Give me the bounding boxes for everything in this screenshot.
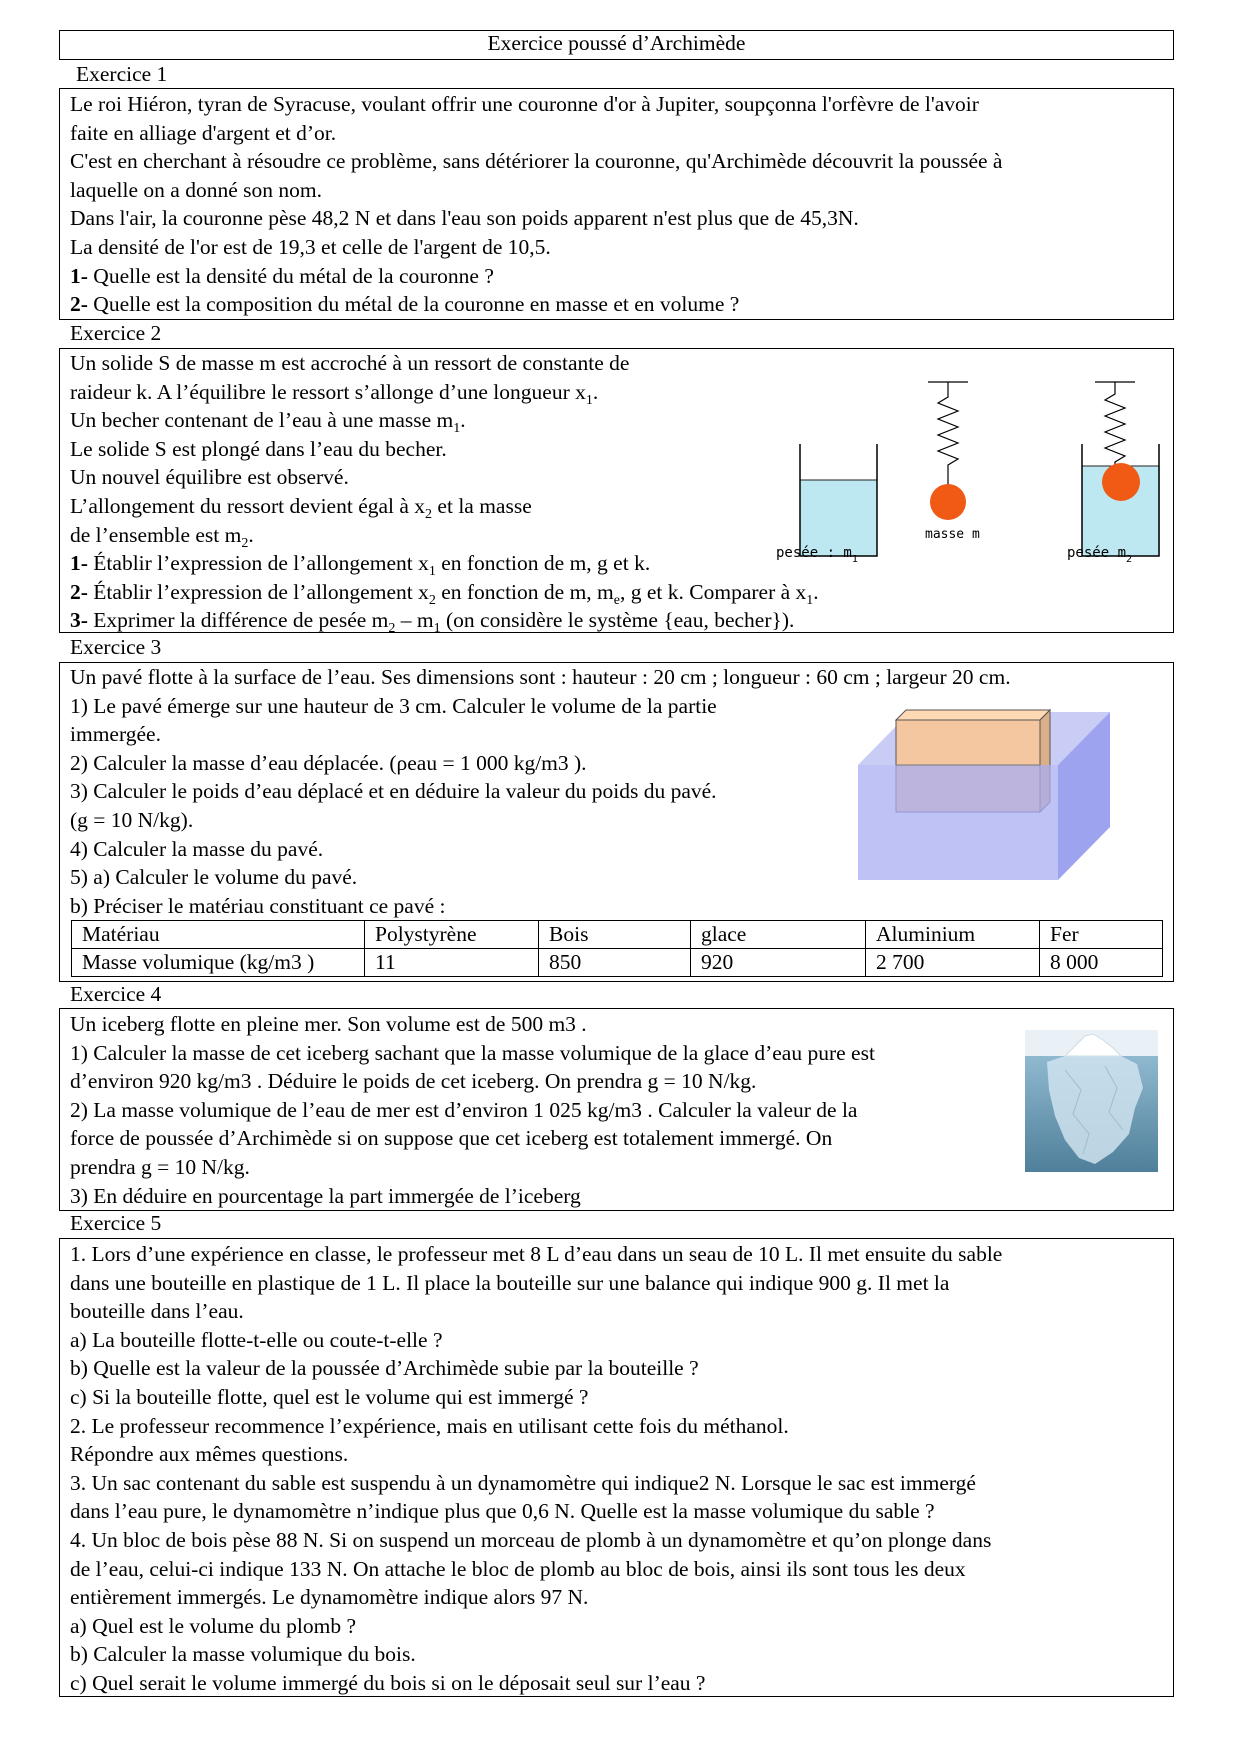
table-cell: 2 700 [866, 949, 1040, 977]
tank-front [858, 765, 1058, 880]
table-cell: 850 [539, 949, 691, 977]
exercise-1-text [70, 90, 1002, 319]
floating-block-figure [858, 682, 1113, 882]
ex2-question-3: 3- Exprimer la différence de pesée $m_2 - m_1$ (on considère le système {eau, becher}). [70, 608, 795, 637]
exercise-1-label: Exercice 1 [76, 62, 168, 86]
table-cell: Polystyrène [365, 921, 539, 949]
beaker-1 [800, 444, 877, 556]
mass-ball [1102, 463, 1140, 501]
ex1-line: laquelle on a donné son nom. [70, 177, 322, 202]
table-cell: Bois [539, 921, 691, 949]
ex2-question-1: 1- Établir l’expression de l’allongement $x_1$ en fonction de m, g et k. [70, 551, 651, 580]
table-cell: 920 [691, 949, 866, 977]
ex2-question-2: 2- Établir l’expression de l’allongement $x_2$ en fonction de m, $m_e$, g et k. Comparer à $x_1$. [70, 579, 819, 608]
spring-with-mass [928, 382, 968, 520]
table-cell: Matériau [72, 921, 365, 949]
table-cell: Fer [1040, 921, 1163, 949]
table-cell: Masse volumique (kg/m3 ) [72, 949, 365, 977]
ex1-line: C'est en cherchant à résoudre ce problème, sans détériorer la couronne, qu'Archimède découvrit la poussée à [70, 149, 1003, 174]
page-title: Exercice poussé d’Archimède [487, 31, 746, 55]
table-row [72, 949, 1163, 977]
question-number: 1- [70, 263, 88, 288]
table-cell: 11 [365, 949, 539, 977]
table-header-row [72, 921, 1163, 949]
exercise-3-text: Un pavé flotte à la surface de l’eau. Ses dimensions sont : hauteur : 20 cm ; longueur : 60 cm ; largeur 20 cm. 1) Le pavé émerge sur une hauteur de 3 cm. Calculer le volume de la partie immergée. 2) Calculer la masse d’eau déplacée. (ρeau = 1 000 kg/m3 ). 3) Calculer le poids d’eau déplacé et en déduire la valeur du poids du pavé. (g = 10 N/kg). 4) Calculer la masse du pavé. 5) a) Calculer le volume du pavé. b) Préciser le matériau constituant ce pavé : [70, 665, 1011, 918]
spring-beaker-figure [760, 372, 1160, 572]
beaker-2 [1082, 382, 1160, 556]
exercise-5-label: Exercice 5 [70, 1211, 162, 1235]
iceberg-figure [1025, 1030, 1158, 1172]
table-cell: 8 000 [1040, 949, 1163, 977]
ex1-question-2: 2- Quelle est la composition du métal de la couronne en masse et en volume ? [70, 292, 740, 317]
materials-table [71, 920, 1163, 977]
ex1-line: Dans l'air, la couronne pèse 48,2 N et dans l'eau son poids apparent n'est plus que de 45,3N. [70, 206, 859, 231]
exercise-4-label: Exercice 4 [70, 982, 162, 1006]
label-masse-m: masse m [925, 527, 980, 542]
spring [938, 382, 958, 487]
ex1-question-1: 1- Quelle est la densité du métal de la couronne ? [70, 263, 494, 288]
exercise-4-text: Un iceberg flotte en pleine mer. Son volume est de 500 m3 . 1) Calculer la masse de cet iceberg sachant que la masse volumique de la glace d’eau pure est d’environ 920 kg/m3 . Déduire le poids de cet iceberg. On prendra g = 10 N/kg. 2) La masse volumique de l’eau de mer est d’environ 1 025 kg/m3 . Calculer la valeur de la force de poussée d’Archimède si on suppose que cet iceberg est totalement immergé. On prendra g = 10 N/kg. 3) En déduire en pourcentage la part immergée de l’iceberg [70, 1012, 875, 1208]
label-pesee-m2: pesée $m_2$ [1067, 545, 1133, 565]
ex1-line: Le roi Hiéron, tyran de Syracuse, voulant offrir une couronne d'or à Jupiter, soupçonna l'orfèvre de l'avoir [70, 92, 979, 116]
exercise-2-text: Un solide S de masse m est accroché à un ressort de constante de raideur k. A l’équilibre le ressort s’allonge d’une longueur $x_1$. Un becher contenant de l’eau à une masse $m_1$. Le solide S est plongé dans l’eau du becher. Un nouvel équilibre est observé. L’allongement du ressort devient égal à $x_2$ et la masse de l’ensemble est $m_2$. 1- Établir l’expression de l’allongement $x_1$ en fonction de m, g et k. 2- Établir l’expression de l’allongement $x_2$ en fonction de m, $m_e$, g et k. Comparer à $x_1$. 3- Exprimer la différence de pesée $m_2 - m_1$ (on considère le système {eau, becher}). [70, 351, 819, 637]
table-cell: glace [691, 921, 866, 949]
mass-ball [930, 484, 966, 520]
question-number: 2- [70, 292, 88, 317]
ex1-line: La densité de l'or est de 19,3 et celle de l'argent de 10,5. [70, 234, 551, 259]
exercise-3-label: Exercice 3 [70, 635, 162, 659]
ex1-line: faite en alliage d'argent et d’or. [70, 120, 337, 145]
label-pesee-m1: pesée : $m_1$ [776, 545, 858, 565]
exercise-2-label: Exercice 2 [70, 321, 162, 345]
exercise-5-text: 1. Lors d’une expérience en classe, le professeur met 8 L d’eau dans un seau de 10 L. Il met ensuite du sable dans une bouteille en plastique de 1 L. Il place la bouteille sur une balance qui indique 900 g. Il met la bouteille dans l’eau. a) La bouteille flotte-t-elle ou coute-t-elle ? b) Quelle est la valeur de la poussée d’Archimède subie par la bouteille ? c) Si la bouteille flotte, quel est le volume qui est immergé ? 2. Le professeur recommence l’expérience, mais en utilisant cette fois du méthanol. Répondre aux mêmes questions. 3. Un sac contenant du sable est suspendu à un dynamomètre qui indique2 N. Lorsque le sac est immergé dans l’eau pure, le dynamomètre n’indique plus que 0,6 N. Quelle est la masse volumique du sable ? 4. Un bloc de bois pèse 88 N. Si on suspend un morceau de plomb à un dynamomètre et qu’on plonge dans de l’eau, celui-ci indique 133 N. On attache le bloc de plomb au bloc de bois, ainsi ils sont tous les deux entièrement immergés. Le dynamomètre indique alors 97 N. a) Quel est le volume du plomb ? b) Calculer la masse volumique du bois. c) Quel serait le volume immergé du bois si on le déposait seul sur l’eau ? [70, 1242, 1003, 1695]
table-cell: Aluminium [866, 921, 1040, 949]
spring [1105, 382, 1125, 470]
